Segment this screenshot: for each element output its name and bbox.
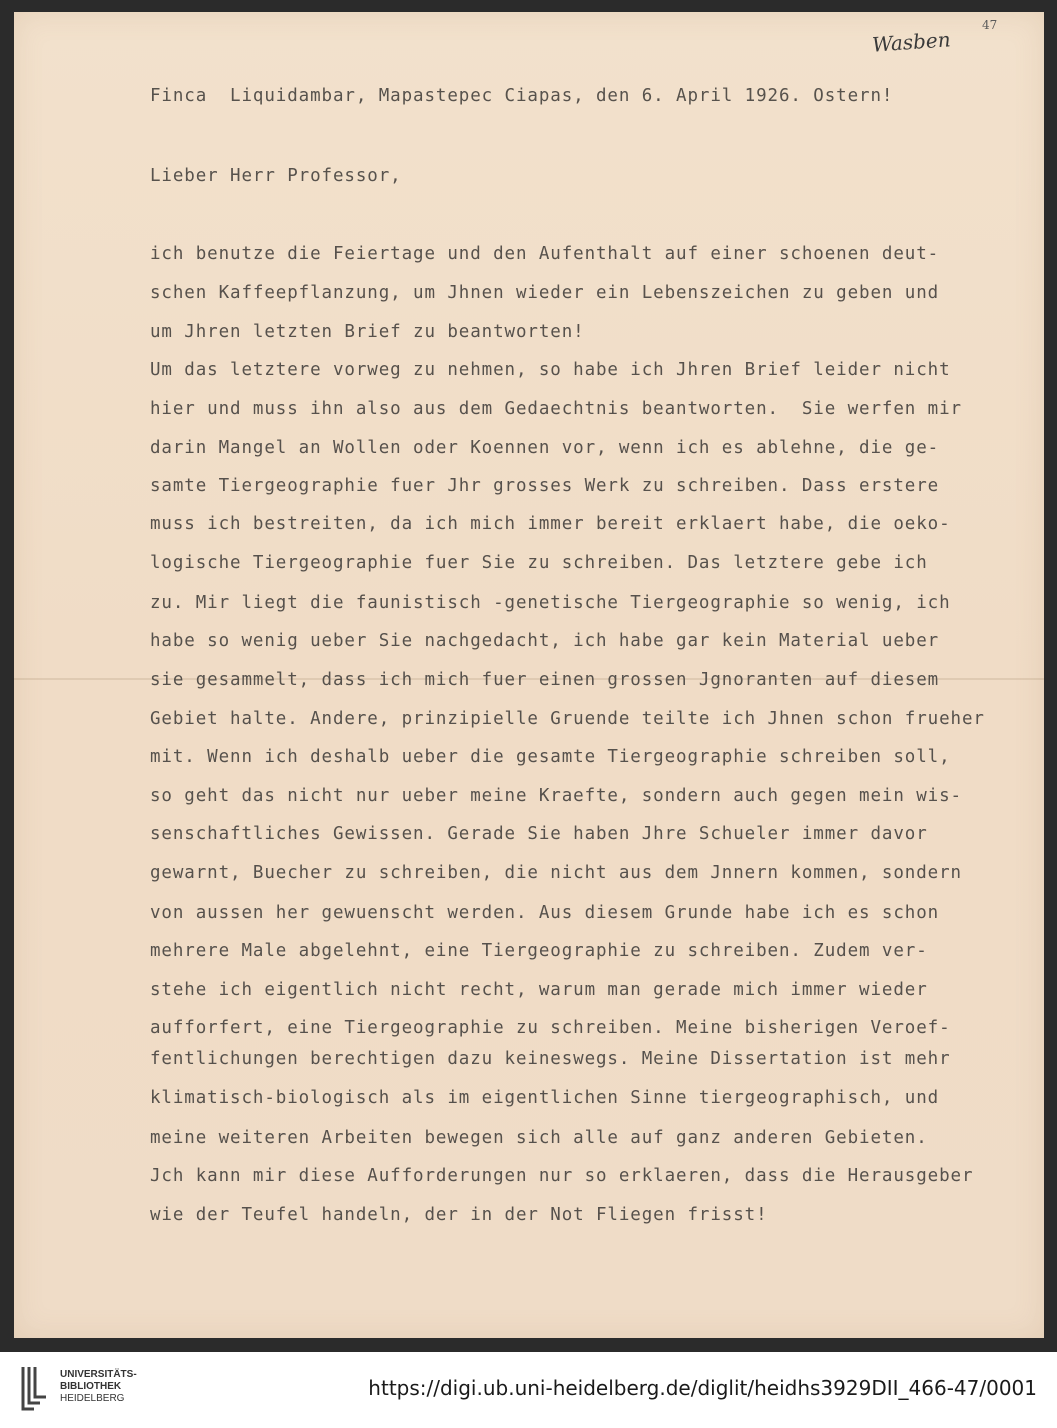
letter-line: meine weiteren Arbeiten bewegen sich alle auf ganz anderen Gebieten.	[150, 1128, 928, 1148]
letter-line: zu. Mir liegt die faunistisch -genetische Tiergeographie so wenig, ich	[150, 593, 951, 613]
letter-line: schen Kaffeepflanzung, um Jhnen wieder ein Lebenszeichen zu geben und	[150, 283, 940, 303]
letter-line: logische Tiergeographie fuer Sie zu schreiben. Das letztere gebe ich	[150, 553, 928, 573]
letter-salutation: Lieber Herr Professor,	[150, 166, 402, 186]
library-logo-text	[60, 1369, 137, 1405]
letter-line: sie gesammelt, dass ich mich fuer einen grossen Jgnoranten auf diesem	[150, 670, 940, 690]
letter-line: gewarnt, Buecher zu schreiben, die nicht aus dem Jnnern kommen, sondern	[150, 863, 962, 883]
letter-line: Jch kann mir diese Aufforderungen nur so erklaeren, dass die Herausgeber	[150, 1166, 974, 1186]
letter-line: um Jhren letzten Brief zu beantworten!	[150, 322, 585, 342]
page-number: 47	[982, 18, 998, 32]
letter-line: hier und muss ihn also aus dem Gedaechtnis beantworten. Sie werfen mir	[150, 399, 962, 419]
letter-line: ich benutze die Feiertage und den Aufenthalt auf einer schoenen deut-	[150, 244, 940, 264]
letter-line: stehe ich eigentlich nicht recht, warum man gerade mich immer wieder	[150, 980, 928, 1000]
letter-line: Gebiet halte. Andere, prinzipielle Gruende teilte ich Jhnen schon frueher	[150, 709, 985, 729]
letter-line: mehrere Male abgelehnt, eine Tiergeographie zu schreiben. Zudem ver-	[150, 941, 928, 961]
logo-line-1: UNIVERSITÄTS-	[60, 1369, 137, 1380]
logo-line-3: HEIDELBERG	[60, 1393, 125, 1404]
logo-line-2: BIBLIOTHEK	[60, 1381, 122, 1392]
letter-line: habe so wenig ueber Sie nachgedacht, ich habe gar kein Material ueber	[150, 631, 940, 651]
library-logo-icon	[20, 1363, 50, 1413]
letter-line: samte Tiergeographie fuer Jhr grosses Werk zu schreiben. Dass erstere	[150, 476, 940, 496]
letter-line: von aussen her gewuenscht werden. Aus diesem Grunde habe ich es schon	[150, 903, 940, 923]
letter-line: mit. Wenn ich deshalb ueber die gesamte Tiergeographie schreiben soll,	[150, 747, 951, 767]
letter-line: darin Mangel an Wollen oder Koennen vor, wenn ich es ablehne, die ge-	[150, 438, 940, 458]
letter-line: so geht das nicht nur ueber meine Kraefte, sondern auch gegen mein wis-	[150, 786, 962, 806]
letter-line: klimatisch-biologisch als im eigentlichen Sinne tiergeographisch, und	[150, 1088, 940, 1108]
letter-line: Um das letztere vorweg zu nehmen, so habe ich Jhren Brief leider nicht	[150, 360, 951, 380]
letter-line: wie der Teufel handeln, der in der Not Fliegen frisst!	[150, 1205, 768, 1225]
letter-date-line: Finca Liquidambar, Mapastepec Ciapas, den 6. April 1926. Ostern!	[150, 86, 894, 106]
letter-line: aufforfert, eine Tiergeographie zu schreiben. Meine bisherigen Veroef-	[150, 1018, 951, 1038]
letter-line: senschaftliches Gewissen. Gerade Sie haben Jhre Schueler immer davor	[150, 824, 928, 844]
handwritten-note: Wasben	[871, 27, 952, 57]
viewer-footer	[0, 1352, 1057, 1428]
permalink-url[interactable]: https://digi.ub.uni-heidelberg.de/diglit/heidhs3929DII_466-47/0001	[368, 1376, 1037, 1400]
letter-line: fentlichungen berechtigen dazu keineswegs. Meine Dissertation ist mehr	[150, 1049, 951, 1069]
letter-line: muss ich bestreiten, da ich mich immer bereit erklaert habe, die oeko-	[150, 514, 951, 534]
